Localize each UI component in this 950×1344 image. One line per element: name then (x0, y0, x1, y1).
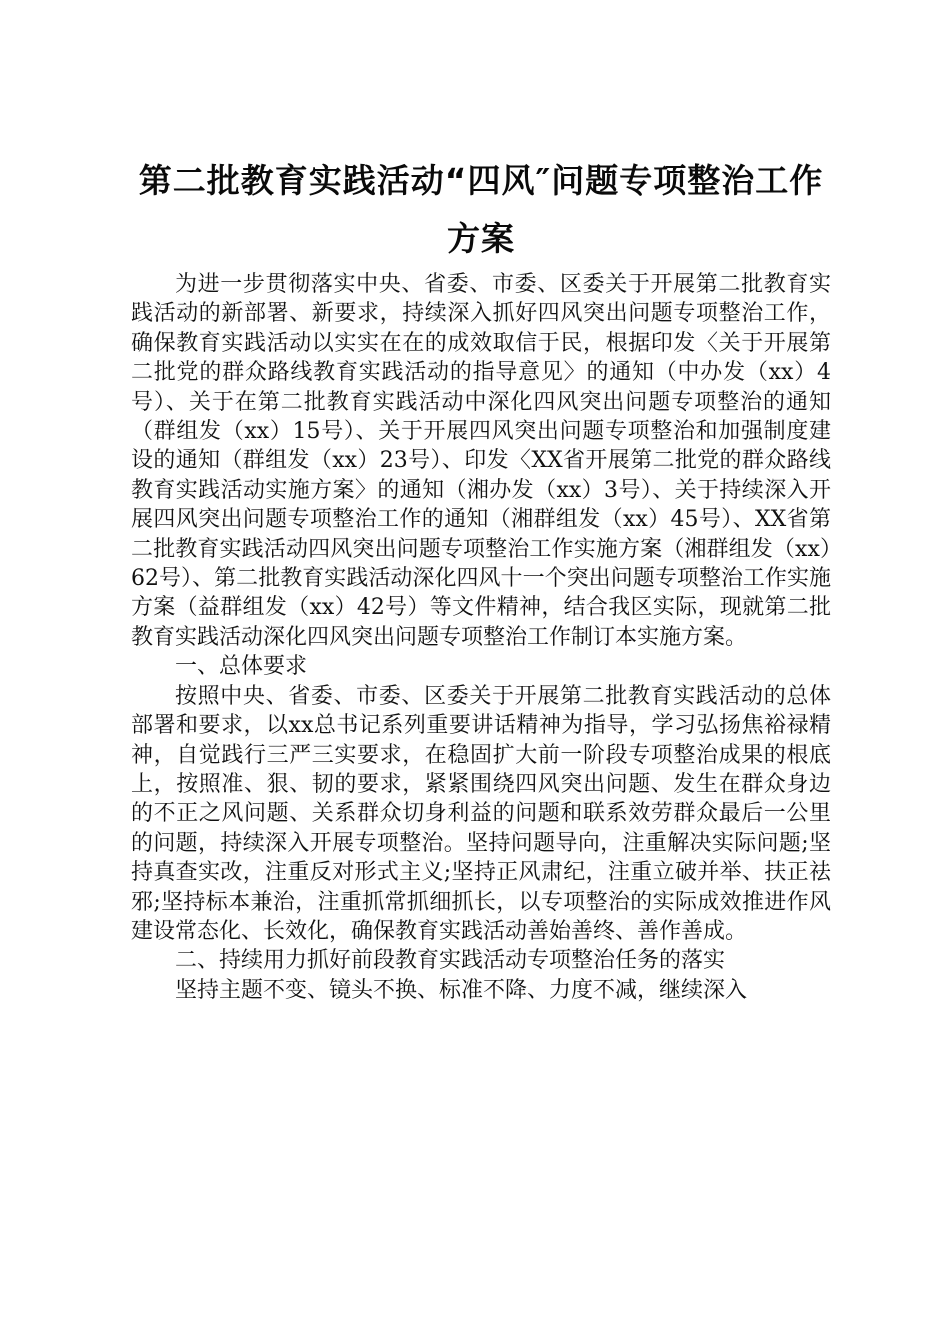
section-heading-general-requirements: 一、总体要求 (175, 654, 308, 680)
document-title: 第二批教育实践活动“四风″问题专项整治工作方案 (138, 161, 824, 258)
intro-paragraph: 为进一步贯彻落实中央、省委、市委、区委关于开展第二批教育实践活动的新部署、新要求，持续深入抓好四风突出问题专项整治工作，确保教育实践活动以实实在在的成效取信于民，根据印发〈关于开展第二批党的群众路线教育实践活动的指导意见〉的通知（中办发（xx）4号）、关于在第二批教育实践活动中深化四风突出问题专项整治的通知（群组发（xx）15号）、关于开展四风突出问题专项整治和加强制度建设的通知（群组发（xx）23号）、印发〈XX省开展第二批党的群众路线教育实践活动实施方案〉的通知（湘办发（xx）3号）、关于持续深入开展四风突出问题专项整治工作的通知（湘群组发（xx）45号）、XX省第二批教育实践活动四风突出问题专项整治工作实施方案（湘群组发（xx）62号）、第二批教育实践活动深化四风十一个突出问题专项整治工作实施方案（益群组发（xx）42号）等文件精神，结合我区实际，现就第二批教育实践活动深化四风突出问题专项整治工作制订本实施方案。 (131, 272, 831, 650)
continue-rectification-paragraph: 坚持主题不变、镜头不换、标准不降、力度不减，继续深入 (175, 977, 748, 1003)
document-page (131, 152, 831, 1005)
document-body (131, 270, 831, 1005)
section-heading-continue-rectification: 二、持续用力抓好前段教育实践活动专项整治任务的落实 (175, 948, 726, 974)
general-requirements-paragraph: 按照中央、省委、市委、区委关于开展第二批教育实践活动的总体部署和要求，以xx总书记系列重要讲话精神为指导，学习弘扬焦裕禄精神，自觉践行三严三实要求，在稳固扩大前一阶段专项整治成果的根底上，按照准、狠、韧的要求，紧紧围绕四风突出问题、发生在群众身边的不正之风问题、关系群众切身利益的问题和联系效劳群众最后一公里的问题，持续深入开展专项整治。坚持问题导向，注重解决实际问题;坚持真查实改，注重反对形式主义;坚持正风肃纪，注重立破并举、扶正祛邪;坚持标本兼治，注重抓常抓细抓长，以专项整治的实际成效推进作风建设常态化、长效化，确保教育实践活动善始善终、善作善成。 (131, 683, 831, 944)
